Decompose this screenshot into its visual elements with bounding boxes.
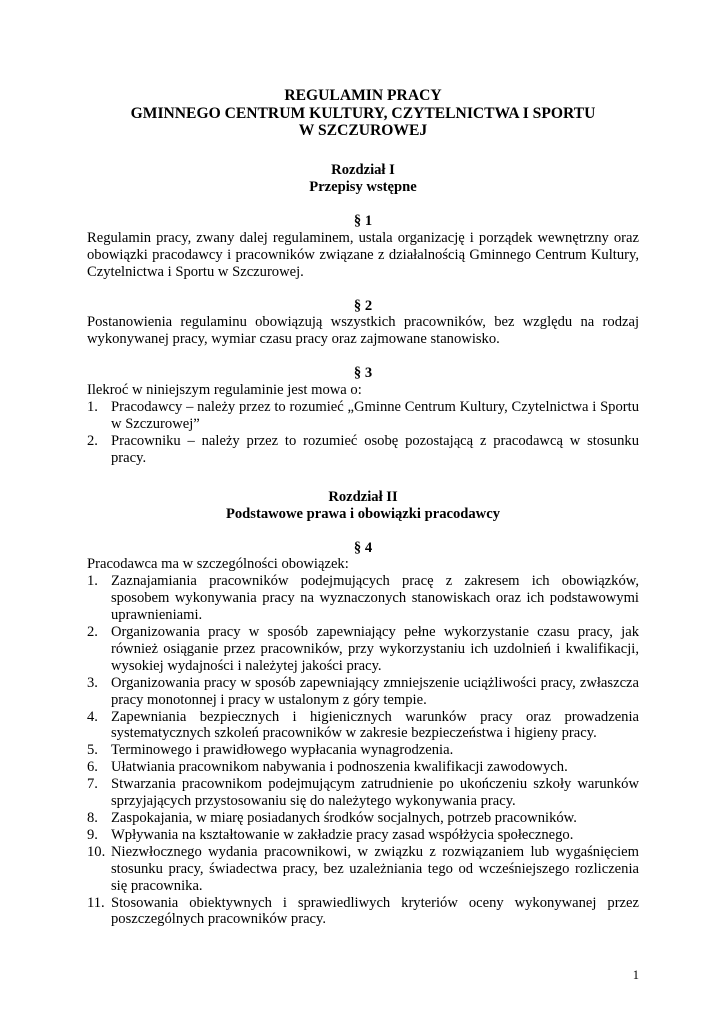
list-item-text: Organizowania pracy w sposób zapewniający zmniejszenie uciążliwości pracy, zwłaszcza pracy monotonnej i pracy w ustalonym z góry tempie.	[111, 674, 639, 708]
chapter-label: Rozdział II	[328, 488, 398, 505]
list-item-text: Ułatwiania pracownikom nabywania i podnoszenia kwalifikacji zawodowych.	[111, 759, 568, 776]
section-1-text: Regulamin pracy, zwany dalej regulaminem, ustala organizację i porządek wewnętrzny oraz obowiązki pracodawcy i pracowników związane z działalnością Gminnego Centrum Kultury, Czytelnictwa i Sportu w Szczurowej.	[87, 229, 639, 280]
section-4-mark: § 4	[353, 539, 373, 556]
list-item-number: 2.	[87, 624, 98, 641]
section-4-intro: Pracodawca ma w szczególności obowiązek:	[87, 556, 349, 573]
list-item	[87, 759, 639, 776]
chapter-label: Rozdział I	[331, 162, 395, 179]
list-item-text: Terminowego i prawidłowego wypłacania wynagrodzenia.	[111, 742, 454, 759]
list-item-number: 3.	[87, 674, 98, 691]
list-item-number: 7.	[87, 776, 98, 793]
list-item-text: Stwarzania pracownikom podejmującym zatrudnienie po ukończeniu szkoły warunków sprzyjających przystosowaniu się do należytego wykonywania pracy.	[111, 776, 639, 810]
list-item	[87, 776, 639, 810]
list-item-text: Niezwłocznego wydania pracownikowi, w związku z rozwiązaniem lub wygaśnięciem stosunku pracy, świadectwa pracy, bez uzależniania tego od wcześniejszego rozliczenia się pracownika.	[111, 843, 639, 894]
section-4-list	[87, 573, 639, 928]
chapter-title: Przepisy wstępne	[309, 179, 417, 196]
title-line: REGULAMIN PRACY	[284, 87, 442, 104]
list-item-number: 8.	[87, 810, 98, 827]
list-item-number: 10.	[87, 843, 106, 860]
list-item	[87, 810, 639, 827]
list-item-number: 9.	[87, 826, 98, 843]
chapter-1-heading	[87, 162, 639, 196]
list-item-text: Stosowania obiektywnych i sprawiedliwych kryteriów oceny wykonywanej przez poszczególnych pracowników pracy.	[111, 894, 639, 928]
document-title	[87, 87, 639, 140]
section-3-mark: § 3	[353, 365, 373, 382]
list-item-number: 4.	[87, 708, 98, 725]
list-item-number: 5.	[87, 742, 98, 759]
list-item	[87, 844, 639, 895]
list-item	[87, 827, 639, 844]
section-2-mark: § 2	[353, 297, 373, 314]
chapter-2-heading	[87, 489, 639, 523]
list-item	[87, 399, 639, 433]
list-item	[87, 709, 639, 743]
list-item	[87, 573, 639, 624]
list-item	[87, 675, 639, 709]
list-item-text: Pracodawcy – należy przez to rozumieć „Gminne Centrum Kultury, Czytelnictwa i Sportu w Szczurowej”	[111, 399, 639, 432]
section-1-mark: § 1	[353, 212, 373, 229]
section-2-text: Postanowienia regulaminu obowiązują wszystkich pracowników, bez względu na rodzaj wykonywanej pracy, wymiar czasu pracy oraz zajmowane stanowisko.	[87, 314, 639, 348]
list-item-text: Pracowniku – należy przez to rozumieć osobę pozostającą z pracodawcą w stosunku pracy.	[111, 432, 639, 466]
list-item-number: 6.	[87, 759, 98, 776]
title-line: W SZCZUROWEJ	[298, 122, 428, 140]
list-item-text: Wpływania na kształtowanie w zakładzie pracy zasad współżycia społecznego.	[111, 826, 574, 843]
list-item	[87, 624, 639, 675]
chapter-title: Podstawowe prawa i obowiązki pracodawcy	[225, 505, 501, 522]
list-item-text: Zaznajamiania pracowników podejmujących pracę z zakresem ich obowiązków, sposobem wykonywania pracy na wyznaczonych stanowiskach oraz ich podstawowymi uprawnieniami.	[111, 573, 639, 624]
list-item-number: 2.	[87, 432, 98, 449]
list-item	[87, 433, 639, 467]
section-3-intro: Ilekroć w niniejszym regulaminie jest mowa o:	[87, 382, 362, 399]
page-number: 1	[632, 968, 639, 982]
list-item-number: 11.	[87, 894, 105, 911]
title-line: GMINNEGO CENTRUM KULTURY, CZYTELNICTWA I SPORTU	[130, 104, 596, 122]
section-3-list	[87, 399, 639, 467]
list-item-text: Zaspokajania, w miarę posiadanych środków socjalnych, potrzeb pracowników.	[111, 810, 577, 827]
list-item-text: Organizowania pracy w sposób zapewniający pełne wykorzystanie czasu pracy, jak również osiąganie przez pracowników, przy wykorzystaniu ich uzdolnień i kwalifikacji, wysokiej wydajności i należytej jakości pracy.	[111, 624, 639, 674]
list-item-number: 1.	[87, 399, 98, 416]
list-item-number: 1.	[87, 573, 98, 590]
document-page	[87, 87, 639, 928]
list-item	[87, 895, 639, 929]
list-item-text: Zapewniania bezpiecznych i higienicznych warunków pracy oraz prowadzenia systematycznych szkoleń pracowników w zakresie bezpieczeństwa i higieny pracy.	[111, 708, 639, 742]
list-item	[87, 742, 639, 759]
